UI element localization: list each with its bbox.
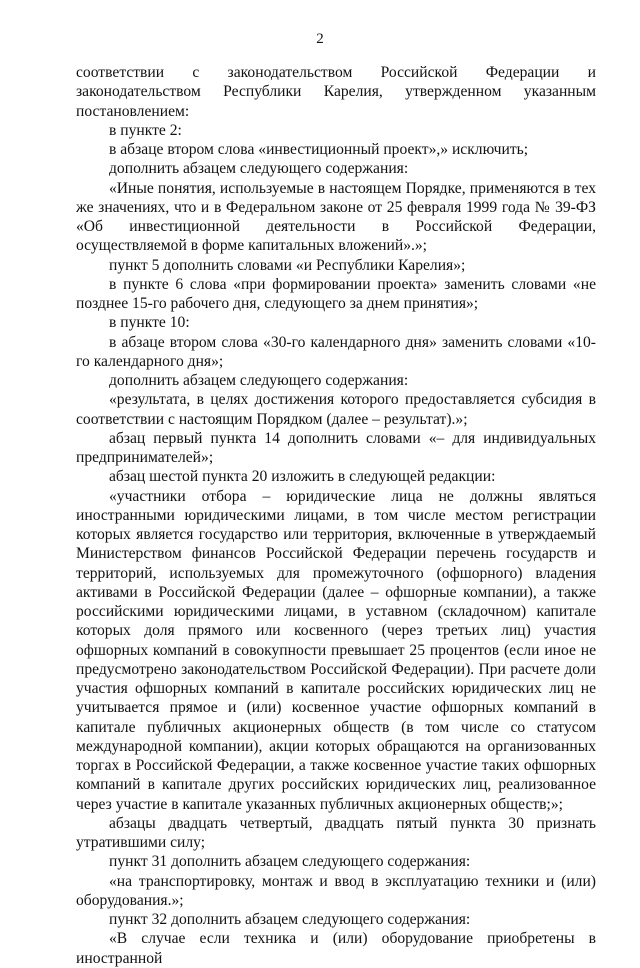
- paragraph: «Иные понятия, используемые в настоящем Порядке, применяются в тех же значениях, что и в Федеральном законе от 25 февраля 1999 года № 39-ФЗ «Об инвестиционной деятельности в Российской Федерации, осуществляемой в форме капитальных вложений».»;: [76, 179, 596, 255]
- paragraph: абзацы двадцать четвертый, двадцать пятый пункта 30 признать утратившими силу;: [76, 814, 596, 851]
- paragraph: в пункте 2:: [109, 121, 182, 139]
- paragraph: в абзаце втором слова «30-го календарного дня» заменить словами «10-го календарного дня»;: [76, 333, 596, 370]
- paragraph: «результата, в целях достижения которого предоставляется субсидия в соответствии с настоящим Порядком (далее – результат).»;: [76, 391, 596, 428]
- page-number: 2: [316, 31, 324, 47]
- paragraph: пункт 32 дополнить абзацем следующего содержания:: [109, 911, 471, 928]
- paragraph: пункт 5 дополнить словами «и Республики Карелия»;: [109, 256, 466, 274]
- document-body: [76, 63, 596, 968]
- paragraph: абзац шестой пункта 20 изложить в следующей редакции:: [109, 468, 496, 486]
- paragraph: соответствии с законодательством Российской Федерации и законодательством Республики Карелия, утвержденном указанным постановлением:: [76, 64, 596, 120]
- paragraph: пункт 31 дополнить абзацем следующего содержания:: [109, 853, 471, 871]
- paragraph: в пункте 10:: [109, 314, 190, 332]
- paragraph: абзац первый пункта 14 дополнить словами «– для индивидуальных предпринимателей»;: [76, 429, 596, 466]
- paragraph: «В случае если техника и (или) оборудование приобретены в иностранной: [76, 930, 596, 967]
- paragraph: «участники отбора – юридические лица не должны являться иностранными юридическими лицами, в том числе местом регистрации которых является государство или территория, включенные в утверждаемый Министерством финансов Российской Федерации перечень государств и территорий, используемых для промежуточного (офшорного) владения активами в Российской Федерации (далее – офшорные компании), а также российскими юридическими лицами, в уставном (складочном) капитале которых доля прямого или косвенного (через третьих лиц) участия офшорных компаний в совокупности превышает 25 процентов (если иное не предусмотрено законодательством Российской Федерации). При расчете доли участия офшорных компаний в капитале российских юридических лиц не учитывается прямое и (или) косвенное участие офшорных компаний в капитале публичных акционерных обществ (в том числе со статусом международной компании), акции которых обращаются на организованных торгах в Российской Федерации, а также косвенное участие таких офшорных компаний в капитале других российских юридических лиц, реализованное через участие в капитале указанных публичных акционерных обществ;»;: [76, 487, 596, 813]
- paragraph: «на транспортировку, монтаж и ввод в эксплуатацию техники и (или) оборудования.»;: [76, 872, 596, 909]
- paragraph: дополнить абзацем следующего содержания:: [109, 160, 409, 178]
- paragraph: в абзаце втором слова «инвестиционный проект»,» исключить;: [109, 141, 529, 158]
- paragraph: в пункте 6 слова «при формировании проекта» заменить словами «не позднее 15-го рабочего дня, следующего за днем принятия»;: [76, 275, 596, 312]
- paragraph: дополнить абзацем следующего содержания:: [109, 372, 409, 389]
